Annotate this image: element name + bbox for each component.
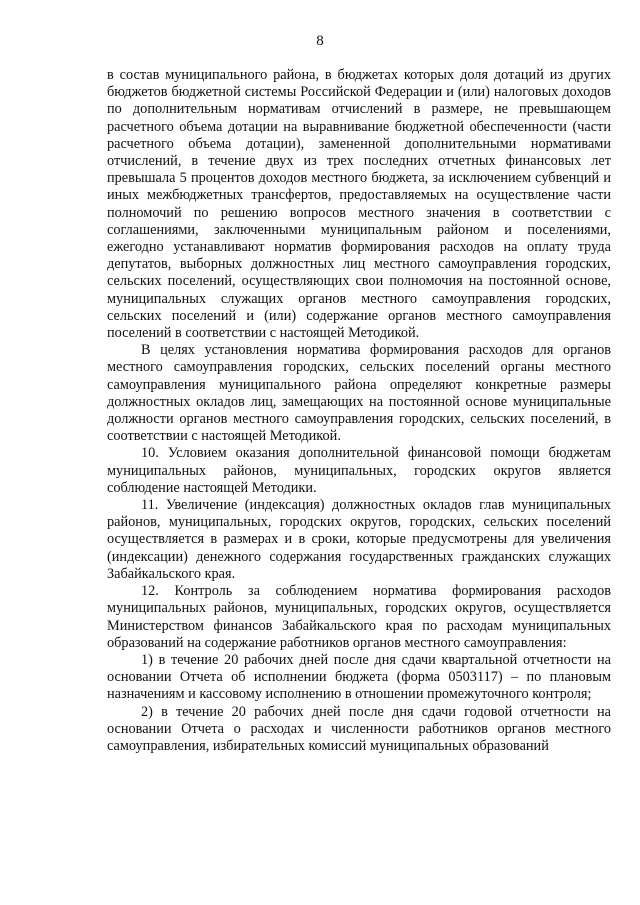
paragraph-item-12: 12. Контроль за соблюдением норматива формирования расходов муниципальных районов, муниципальных, городских округов, осуществляется Министерством финансов Забайкальского края по расходам муниципальных образований на содержание работников органов местного самоуправления:: [107, 583, 611, 651]
paragraph-item-10: 10. Условием оказания дополнительной финансовой помощи бюджетам муниципальных районов, муниципальных, городских округов является соблюдение настоящей Методики.: [107, 445, 611, 496]
paragraph-intro-continuation: в состав муниципального района, в бюджетах которых доля дотаций из других бюджетов бюджетной системы Российской Федерации и (или) налоговых доходов по дополнительным нормативам отчислений в размере, не превышающем расчетного объема дотации на выравнивание бюджетной обеспеченности (части расчетного объема дотации), замененной дополнительными нормативами отчислений, в течение двух из трех последних отчетных финансовых лет превышала 5 процентов доходов местного бюджета, за исключением субвенций и иных межбюджетных трансфертов, предоставляемых на осуществление части полномочий по решению вопросов местного значения в соответствии с соглашениями, заключенными муниципальным районом и поселениями, ежегодно устанавливают норматив формирования расходов на оплату труда депутатов, выборных должностных лиц местного самоуправления городских, сельских поселений, осуществляющих свои полномочия на постоянной основе, муниципальных служащих органов местного самоуправления городских, сельских поселений и (или) содержание органов местного самоуправления поселений в соответствии с настоящей Методикой.: [107, 67, 611, 342]
paragraph-subitem-1: 1) в течение 20 рабочих дней после дня сдачи квартальной отчетности на основании Отчета об исполнении бюджета (форма 0503117) – по плановым назначениям и кассовому исполнению в отношении промежуточного контроля;: [107, 651, 611, 703]
paragraph-item-11: 11. Увеличение (индексация) должностных окладов глав муниципальных районов, муниципальных, городских округов, городских, сельских поселений осуществляется в размерах и в сроки, которые предусмотрены для увеличения (индексации) денежного содержания государственных гражданских служащих Забайкальского края.: [107, 497, 611, 582]
page-number: 8: [316, 33, 324, 49]
paragraph-subitem-2: 2) в течение 20 рабочих дней после дня сдачи годовой отчетности на основании Отчета о расходах и численности работников органов местного самоуправления, избирательных комиссий муниципальных образований: [107, 703, 611, 754]
paragraph-salary-norms: В целях установления норматива формирования расходов для органов местного самоуправления городских, сельских поселений органы местного самоуправления муниципального района определяют конкретные размеры должностных окладов лиц, замещающих на постоянной основе муниципальные должности органов местного самоуправления городских, сельских поселений, в соответствии с настоящей Методикой.: [107, 342, 611, 445]
document-body: [107, 67, 611, 755]
